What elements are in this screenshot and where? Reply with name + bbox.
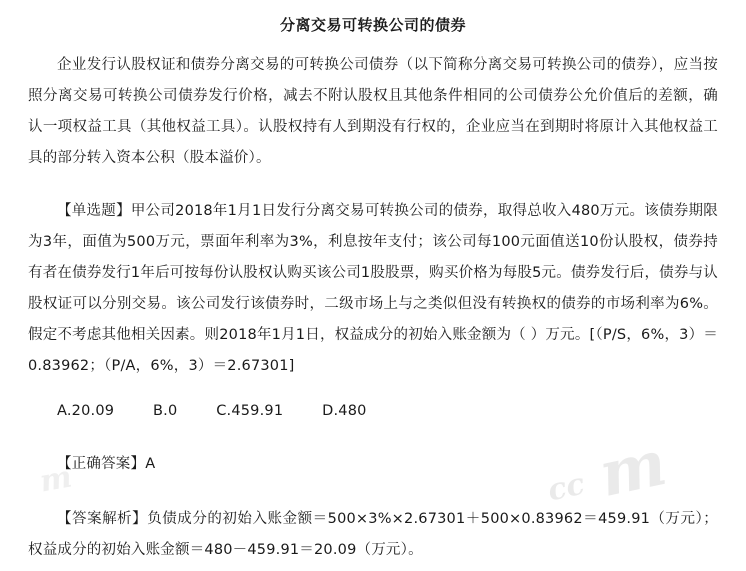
page-title: 分离交易可转换公司的债券 <box>279 16 466 34</box>
correct-answer-row <box>28 449 718 480</box>
correct-answer-value: A <box>145 456 156 472</box>
question-paragraph: 【单选题】甲公司2018年1月1日发行分离交易可转换公司的债券，取得总收入480万元。该债券期限为3年，面值为500万元，票面年利率为3%，利息按年支付；该公司每100元面值送10份认股权，债券持有者在债券发行1年后可按每份认股权认购买该公司1股股票，购买价格为每股5元。债券发行后，债券与认股权证可以分别交易。该公司发行该债券时，二级市场上与之类似但没有转换权的债券的市场利率为6%。假定不考虑其他相关因素。则2018年1月1日，权益成分的初始入账金额为（ ）万元。[（P/S，6%，3）＝0.83962；（P/A，6%，3）＝2.67301] <box>28 203 718 374</box>
option-a[interactable]: A.20.09 <box>57 403 115 419</box>
watermark-decoration: cc <box>544 466 588 509</box>
watermark-decoration: m <box>593 425 673 512</box>
analysis-label: 【答案解析】 <box>57 511 148 527</box>
analysis-row <box>28 504 718 566</box>
options-row <box>28 396 718 427</box>
option-d[interactable]: D.480 <box>322 403 367 419</box>
analysis-text: 负债成分的初始入账金额＝500×3%×2.67301＋500×0.83962＝459.91（万元）；权益成分的初始入账金额＝480－459.91＝20.09（万元）。 <box>28 511 718 558</box>
watermark-decoration: m <box>37 459 75 500</box>
correct-answer-label: 【正确答案】 <box>57 456 146 472</box>
intro-paragraph: 企业发行认股权证和债券分离交易的可转换公司债券（以下简称分离交易可转换公司的债券），应当按照分离交易可转换公司债券发行价格，减去不附认股权且其他条件相同的公司债券公允价值后的差额，确认一项权益工具（其他权益工具）。认股权持有人到期没有行权的，企业应当在到期时将原计入其他权益工具的部分转入资本公积（股本溢价）。 <box>28 57 718 166</box>
option-b[interactable]: B.0 <box>153 403 178 419</box>
option-c[interactable]: C.459.91 <box>216 403 284 419</box>
